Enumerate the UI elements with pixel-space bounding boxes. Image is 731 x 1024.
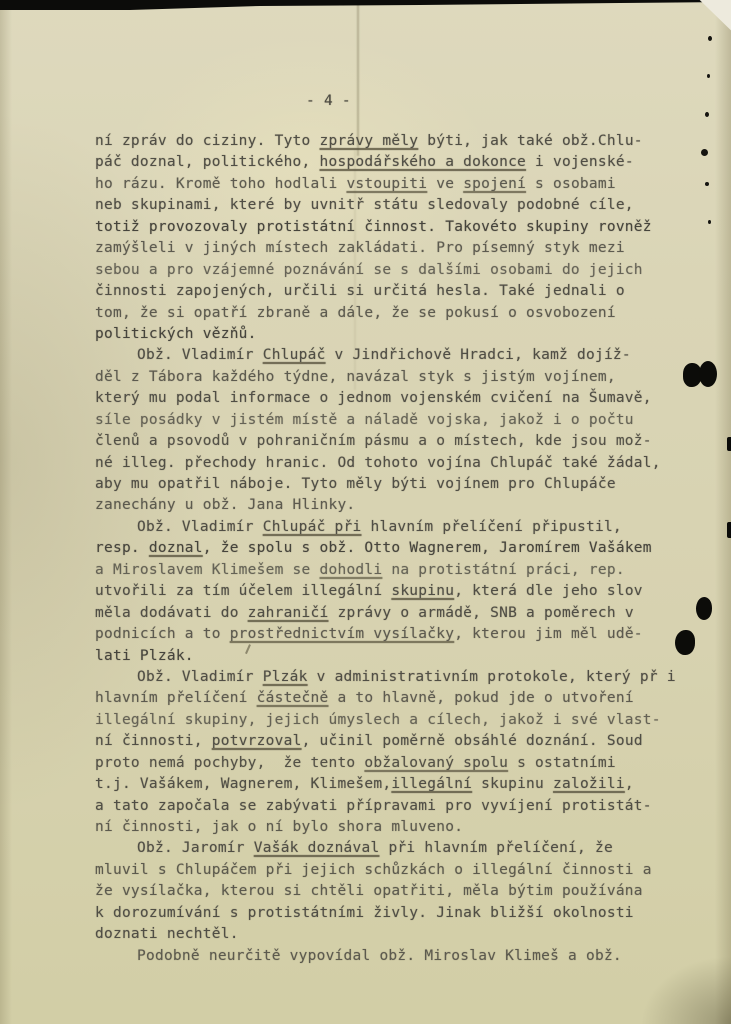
text-line: a Miroslavem Klimešem se dohodli na protistátní práci, rep. [95, 561, 625, 578]
text-line: resp. doznal, že spolu s obž. Otto Wagnerem, Jaromírem Vašákem [95, 540, 652, 557]
pencil-underline: Vašák doznával [253, 840, 380, 857]
text-line: sebou a pro vzájemné poznávání se s dalšími osobami do jejich [95, 261, 643, 278]
page-number: - 4 - [306, 93, 351, 109]
ink-blot [675, 630, 695, 655]
text-line: páč doznal, politického, hospodářského a dokonce i vojenské- [95, 154, 634, 171]
text-line: činnosti zapojených, určili si určitá hesla. Také jednali o [95, 283, 625, 300]
punch-dot [705, 182, 709, 186]
pencil-underline: hospodářského a dokonce [319, 154, 527, 171]
pencil-underline: Chlupáč [262, 347, 326, 364]
text-line: a tato započala se zabývati přípravami pro vyvíjení protistát- [95, 797, 652, 814]
text-line: síle posádky v jistém místě a náladě vojska, jakož i o počtu [95, 411, 634, 428]
pencil-underline: spojení [463, 175, 527, 192]
text-line: Obž. Vladimír Chlupáč v Jindřichově Hradci, kamž dojíž- [137, 347, 631, 364]
text-line: který mu podal informace o jednom vojenském cvičení na Šumavě, [95, 390, 652, 407]
text-line: tom, že si opatří zbraně a dále, že se pokusí o osvobození [95, 304, 616, 321]
pencil-underline: zahraničí [247, 604, 329, 621]
text-line: Podobně neurčitě vypovídal obž. Miroslav Klimeš a obž. [137, 947, 622, 964]
text-line: hlavním přelíčení částečně a to hlavně, pokud jde o utvoření [95, 690, 634, 707]
text-line: mluvil s Chlupáčem při jejich schůzkách o illegální činnosti a [95, 861, 652, 878]
pencil-underline: illegální [391, 776, 473, 793]
page-edge-mark [727, 437, 731, 451]
text-line: utvořili za tím účelem illegální skupinu, která dle jeho slov [95, 583, 643, 600]
pencil-underline: potvrzoval [211, 733, 302, 750]
text-line: zanechány u obž. Jana Hlinky. [95, 497, 356, 514]
text-line: podnicích a to prostřednictvím vysílačky, kterou jim měl udě- [95, 626, 643, 643]
text-line: ní činnosti, potvrzoval, učinil poměrně obsáhlé doznání. Soud [95, 733, 643, 750]
text-line: zamýšleli v jiných místech zakládati. Pro písemný styk mezi [95, 240, 625, 257]
page-edge-mark [727, 522, 731, 538]
text-line: aby mu opatřil náboje. Tyto měly býti vojínem pro Chlupáče [95, 476, 616, 492]
text-line: doznati nechtěl. [95, 926, 239, 943]
text-line: členů a psovodů v pohraničním pásmu a o místech, kde jsou mož- [95, 433, 652, 450]
text-line: Obž. Vladimír Plzák v administrativním protokole, který př i [137, 668, 676, 685]
text-line: lati Plzák. [95, 647, 194, 664]
text-body [95, 131, 676, 967]
text-line: Obž. Vladimír Chlupáč při hlavním přelíčení připustil, [137, 518, 622, 535]
pencil-underline: doznal [148, 540, 203, 557]
text-line: proto nemá pochyby, že tento obžalovaný spolu s ostatními [95, 754, 616, 771]
pencil-underline: obžalovaný spolu [364, 754, 509, 771]
punch-dot [708, 220, 711, 224]
text-line: t.j. Vašákem, Wagnerem, Klimešem,illegální skupinu založili, [95, 776, 634, 793]
text-line: ho rázu. Kromě toho hodlali vstoupiti ve spojení s osobami [95, 175, 616, 192]
text-line: illegální skupiny, jejich úmyslech a cílech, jakož i své vlast- [95, 711, 661, 728]
text-line: neb skupinami, které by uvnitř státu sledovaly podobné cíle, [95, 197, 634, 214]
pencil-underline: vstoupiti [346, 175, 428, 192]
text-line: děl z Tábora každého týdne, navázal styk s jistým vojínem, [95, 368, 616, 385]
punch-dot [707, 74, 710, 78]
ink-blot [696, 597, 712, 620]
text-line: politických vězňů. [95, 325, 257, 342]
text-line: né illeg. přechody hranic. Od tohoto vojína Chlupáč také žádal, [95, 454, 661, 471]
pencil-underline: skupinu [391, 583, 455, 600]
pencil-underline: Plzák [262, 668, 308, 685]
punch-dot [701, 149, 708, 156]
text-line: Obž. Jaromír Vašák doznával při hlavním přelíčení, že [137, 840, 613, 857]
text-line: měla dodávati do zahraničí zprávy o armádě, SNB a poměrech v [95, 604, 634, 621]
text-line: že vysílačka, kterou si chtěli opatřiti, měla býtim používána [95, 883, 643, 900]
pencil-underline: prostřednictvím vysílačky [229, 626, 455, 643]
text-line: ní zpráv do ciziny. Tyto zprávy měly býti, jak také obž.Chlu- [95, 133, 643, 149]
pencil-underline: zprávy měly [319, 133, 419, 149]
pencil-underline: Chlupáč při [262, 518, 362, 535]
pencil-underline: dohodli [319, 561, 383, 578]
ink-blot [699, 361, 717, 387]
punch-dot [705, 112, 709, 117]
text-line: totiž provozovaly protistátní činnost. Takovéto skupiny rovněž [95, 218, 652, 235]
punch-dot [708, 36, 712, 41]
text-line: k dorozumívání s protistátními živly. Jinak bližší okolnosti [95, 904, 634, 921]
text-line: ní činnosti, jak o ní bylo shora mluveno. [95, 819, 464, 835]
pencil-underline: částečně [256, 690, 329, 707]
pencil-underline: založili [553, 776, 625, 793]
